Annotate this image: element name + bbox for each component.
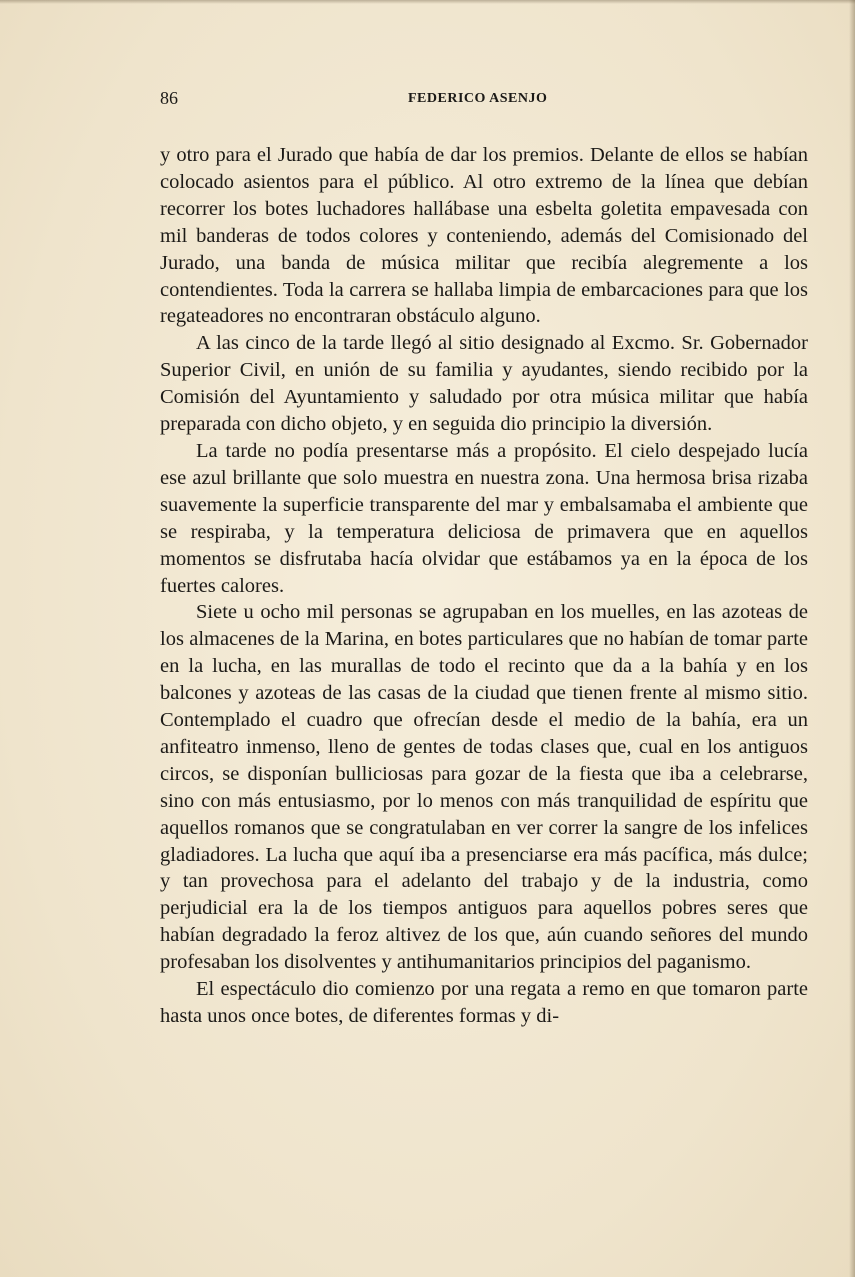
page-right-shadow [849,0,855,1277]
page-number: 86 [160,88,178,108]
paragraph-3: La tarde no podía presentarse más a propósito. El cielo despejado lucía ese azul brillante que solo muestra en nuestra zona. Una hermosa brisa rizaba suavemente la superficie transparente del mar y embalsamaba el ambiente que se respiraba, y la temperatura deliciosa de primavera que en aquellos momentos se disfrutaba hacía olvidar que estábamos ya en la época de los fuertes calores. [160,439,808,597]
body-text [160,142,808,1030]
page-header [160,88,808,112]
paragraph-1: y otro para el Jurado que había de dar los premios. Delante de ellos se habían colocado asientos para el público. Al otro extremo de la línea que debían recorrer los botes luchadores hallábase una esbelta goletita empavesada con mil banderas de todos colores y conteniendo, además del Comisionado del Jurado, una banda de música militar que recibía alegremente a los contendientes. Toda la carrera se hallaba limpia de embarcaciones para que los regateadores no encontraran obstáculo alguno. [160,144,808,328]
paragraph-2: A las cinco de la tarde llegó al sitio designado al Excmo. Sr. Gobernador Superior Civil, en unión de su familia y ayudantes, siendo recibido por la Comisión del Ayuntamiento y saludado por otra música militar que había preparada con dicho objeto, y en seguida dio principio la diversión. [160,332,808,436]
paragraph-4: Siete u ocho mil personas se agrupaban en los muelles, en las azoteas de los almacenes de la Marina, en botes particulares que no habían de tomar parte en la lucha, en las murallas de todo el recinto que da a la bahía y en los balcones y azoteas de las casas de la ciudad que tienen frente al mismo sitio. Contemplado el cuadro que ofrecían desde el medio de la bahía, era un anfiteatro inmenso, lleno de gentes de todas clases que, cual en los antiguos circos, se disponían bulliciosas para gozar de la fiesta que iba a celebrarse, sino con más entusiasmo, por lo menos con más tranquilidad de espíritu que aquellos romanos que se congratulaban en ver correr la sangre de los infelices gladiadores. La lucha que aquí iba a presenciarse era más pacífica, más dulce; y tan provechosa para el adelanto del trabajo y de la industria, como perjudicial era la de los tiempos antiguos para aquellos pobres seres que habían degradado la feroz altivez de los que, aún cuando señores del mundo profesaban los disolventes y antihumanitarios principios del paganismo. [160,601,808,974]
page-top-shadow [0,0,855,4]
running-head: FEDERICO ASENJO [408,91,548,106]
paragraph-5: El espectáculo dio comienzo por una regata a remo en que tomaron parte hasta unos once botes, de diferentes formas y di- [160,978,808,1027]
